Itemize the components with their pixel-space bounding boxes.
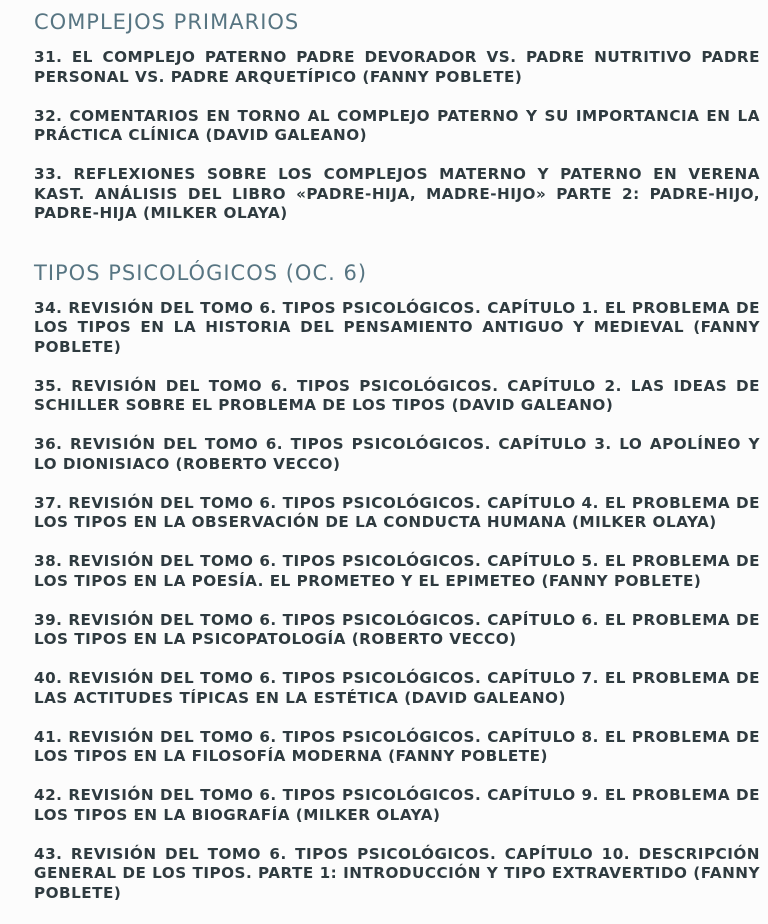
- list-item: 40. REVISIÓN DEL TOMO 6. TIPOS PSICOLÓGICOS. CAPÍTULO 7. EL PROBLEMA DE LAS ACTITUDES TÍPICAS EN LA ESTÉTICA (DAVID GALEANO): [34, 669, 760, 707]
- list-item: 33. REFLEXIONES SOBRE LOS COMPLEJOS MATERNO Y PATERNO EN VERENA KAST. ANÁLISIS DEL LIBRO «PADRE-HIJA, MADRE-HIJO» PARTE 2: PADRE-HIJO, PADRE-HIJA (MILKER OLAYA): [34, 165, 760, 222]
- list-item: 41. REVISIÓN DEL TOMO 6. TIPOS PSICOLÓGICOS. CAPÍTULO 8. EL PROBLEMA DE LOS TIPOS EN LA FILOSOFÍA MODERNA (FANNY POBLETE): [34, 727, 760, 765]
- section-heading: COMPLEJOS PRIMARIOS: [34, 10, 300, 34]
- list-item: 39. REVISIÓN DEL TOMO 6. TIPOS PSICOLÓGICOS. CAPÍTULO 6. EL PROBLEMA DE LOS TIPOS EN LA PSICOPATOLOGÍA (ROBERTO VECCO): [34, 610, 760, 648]
- section-tipos-psicologicos: [34, 259, 760, 904]
- list-item: 32. COMENTARIOS EN TORNO AL COMPLEJO PATERNO Y SU IMPORTANCIA EN LA PRÁCTICA CLÍNICA (DAVID GALEANO): [34, 106, 760, 144]
- list-item: 31. EL COMPLEJO PATERNO PADRE DEVORADOR VS. PADRE NUTRITIVO PADRE PERSONAL VS. PADRE ARQUETÍPICO (FANNY POBLETE): [34, 48, 760, 86]
- list-item: 42. REVISIÓN DEL TOMO 6. TIPOS PSICOLÓGICOS. CAPÍTULO 9. EL PROBLEMA DE LOS TIPOS EN LA BIOGRAFÍA (MILKER OLAYA): [34, 786, 760, 824]
- list-item: 36. REVISIÓN DEL TOMO 6. TIPOS PSICOLÓGICOS. CAPÍTULO 3. LO APOLÍNEO Y LO DIONISIACO (ROBERTO VECCO): [34, 435, 760, 473]
- section-heading: TIPOS PSICOLÓGICOS (OC. 6): [34, 260, 368, 285]
- list-item: 35. REVISIÓN DEL TOMO 6. TIPOS PSICOLÓGICOS. CAPÍTULO 2. LAS IDEAS DE SCHILLER SOBRE EL PROBLEMA DE LOS TIPOS (DAVID GALEANO): [34, 376, 760, 414]
- list-item: 34. REVISIÓN DEL TOMO 6. TIPOS PSICOLÓGICOS. CAPÍTULO 1. EL PROBLEMA DE LOS TIPOS EN LA HISTORIA DEL PENSAMIENTO ANTIGUO Y MEDIEVAL (FANNY POBLETE): [34, 298, 760, 356]
- list-item: 37. REVISIÓN DEL TOMO 6. TIPOS PSICOLÓGICOS. CAPÍTULO 4. EL PROBLEMA DE LOS TIPOS EN LA OBSERVACIÓN DE LA CONDUCTA HUMANA (MILKER OLAYA): [34, 493, 760, 531]
- list-item: 43. REVISIÓN DEL TOMO 6. TIPOS PSICOLÓGICOS. CAPÍTULO 10. DESCRIPCIÓN GENERAL DE LOS TIPOS. PARTE 1: INTRODUCCIÓN Y TIPO EXTRAVERTIDO (FANNY POBLETE): [34, 844, 760, 902]
- section-complejos-primarios: [34, 8, 760, 224]
- list-item: 38. REVISIÓN DEL TOMO 6. TIPOS PSICOLÓGICOS. CAPÍTULO 5. EL PROBLEMA DE LOS TIPOS EN LA POESÍA. EL PROMETEO Y EL EPIMETEO (FANNY POBLETE): [34, 552, 760, 590]
